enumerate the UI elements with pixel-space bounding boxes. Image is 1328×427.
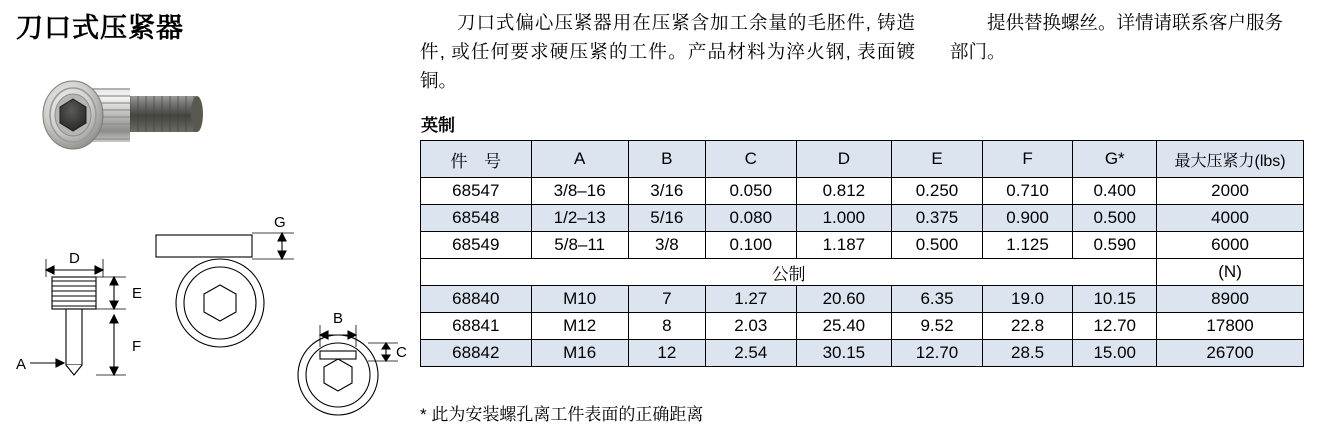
column-header-a: A [531,141,628,178]
table-header [421,141,1304,178]
cell-b: 3/8 [628,232,705,259]
column-header-g: G* [1073,141,1157,178]
cell-part-number: 68841 [421,313,532,340]
cell-a: M12 [531,313,628,340]
right-column [420,0,1320,427]
cell-b: 7 [628,286,705,313]
cell-d: 30.15 [796,340,892,367]
cell-max-force: 4000 [1157,205,1304,232]
cell-c: 2.54 [705,340,796,367]
cell-e: 0.250 [892,178,983,205]
table-row [421,340,1304,367]
table-header-row [421,141,1304,178]
cell-part-number: 68547 [421,178,532,205]
table-row [421,313,1304,340]
intro-paragraph: 刀口式偏心压紧器用在压紧含加工余量的毛胚件, 铸造件, 或任何要求硬压紧的工件。产品材料为淬火钢, 表面镀铜。 [420,12,915,91]
diagram-label-f: F [132,338,142,355]
dimension-diagram [8,215,408,420]
cell-max-force: 2000 [1157,178,1304,205]
diagram-label-d: D [69,250,80,267]
cell-b: 3/16 [628,178,705,205]
column-header-c: C [705,141,796,178]
specification-table [420,140,1304,367]
intro-block [420,8,1320,108]
cell-f: 0.900 [982,205,1073,232]
cell-g: 0.590 [1073,232,1157,259]
column-header-f: F [982,141,1073,178]
cell-c: 0.100 [705,232,796,259]
cell-max-force: 26700 [1157,340,1304,367]
page-title: 刀口式压紧器 [16,13,184,43]
cell-max-force: 8900 [1157,286,1304,313]
column-header-e: E [892,141,983,178]
cell-d: 25.40 [796,313,892,340]
cell-e: 6.35 [892,286,983,313]
table-row [421,205,1304,232]
screw-photo-illustration [30,58,210,188]
metric-unit: (N) [1157,259,1304,286]
table-row [421,232,1304,259]
diagram-label-c: C [396,344,407,361]
section-label-metric: 公制 [421,259,1157,286]
left-column [0,0,412,427]
cell-a: 5/8–11 [531,232,628,259]
diagram-label-g: G [274,215,286,231]
cell-f: 0.710 [982,178,1073,205]
diagram-label-b: B [333,310,344,327]
column-header-d: D [796,141,892,178]
cell-c: 0.080 [705,205,796,232]
cell-c: 2.03 [705,313,796,340]
cell-max-force: 17800 [1157,313,1304,340]
cell-e: 9.52 [892,313,983,340]
section-label-imperial: 英制 [421,116,455,135]
cell-max-force: 6000 [1157,232,1304,259]
cell-f: 19.0 [982,286,1073,313]
table-row [421,286,1304,313]
cell-part-number: 68842 [421,340,532,367]
cell-e: 0.375 [892,205,983,232]
cell-f: 22.8 [982,313,1073,340]
table-row [421,178,1304,205]
cell-c: 0.050 [705,178,796,205]
dimension-diagram-svg [8,215,408,420]
cell-b: 12 [628,340,705,367]
cell-b: 5/16 [628,205,705,232]
cell-g: 0.500 [1073,205,1157,232]
cell-g: 15.00 [1073,340,1157,367]
product-photo [30,58,210,188]
cell-d: 20.60 [796,286,892,313]
diagram-label-e: E [132,285,143,302]
cell-part-number: 68840 [421,286,532,313]
cell-part-number: 68549 [421,232,532,259]
intro-side-note: 提供替换螺丝。详情请联系客户服务部门。 [950,12,1284,62]
cell-e: 12.70 [892,340,983,367]
cell-a: 1/2–13 [531,205,628,232]
cell-g: 12.70 [1073,313,1157,340]
table-footnote: * 此为安装螺孔离工件表面的正确距离 [420,405,704,424]
column-header-max-force: 最大压紧力(lbs) [1157,141,1304,178]
cell-d: 0.812 [796,178,892,205]
cell-g: 0.400 [1073,178,1157,205]
cell-e: 0.500 [892,232,983,259]
column-header-part-number: 件 号 [421,141,532,178]
cell-part-number: 68548 [421,205,532,232]
cell-d: 1.187 [796,232,892,259]
column-header-b: B [628,141,705,178]
metric-section-row [421,259,1304,286]
cell-f: 1.125 [982,232,1073,259]
cell-f: 28.5 [982,340,1073,367]
cell-a: 3/8–16 [531,178,628,205]
cell-d: 1.000 [796,205,892,232]
cell-a: M16 [531,340,628,367]
cell-b: 8 [628,313,705,340]
cell-c: 1.27 [705,286,796,313]
cell-a: M10 [531,286,628,313]
table-body [421,178,1304,367]
cell-g: 10.15 [1073,286,1157,313]
diagram-label-a: A [16,356,27,373]
